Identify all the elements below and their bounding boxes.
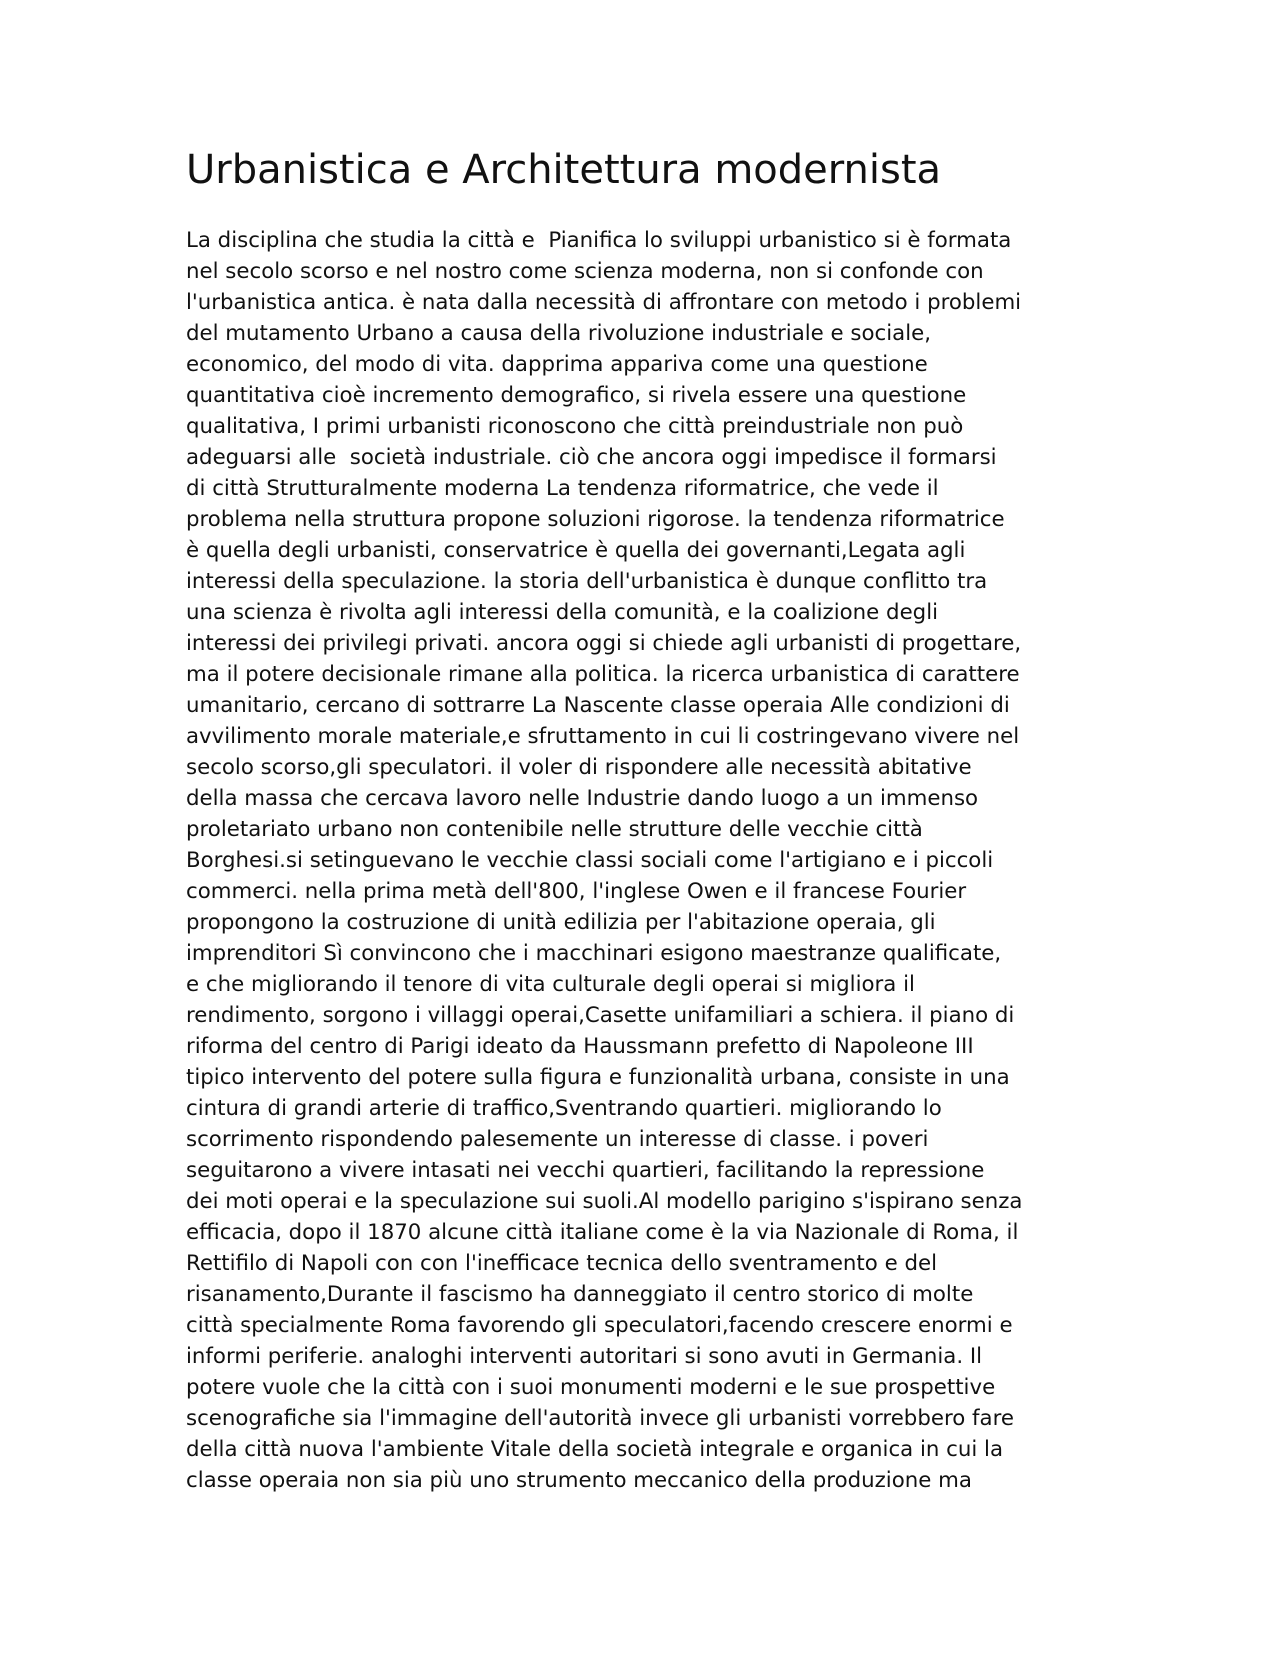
- paragraph-line: è quella degli urbanisti, conservatrice è quella dei governanti,Legata agli: [186, 538, 966, 563]
- paragraph-line: umanitario, cercano di sottrarre La Nascente classe operaia Alle condizioni di: [186, 693, 1010, 718]
- paragraph-line: e che migliorando il tenore di vita culturale degli operai si migliora il: [186, 972, 915, 997]
- paragraph-line: tipico intervento del potere sulla figura e funzionalità urbana, consiste in una: [186, 1065, 1010, 1090]
- body-paragraph: [186, 225, 1086, 1496]
- paragraph-line: Borghesi.si setinguevano le vecchie classi sociali come l'artigiano e i piccoli: [186, 848, 994, 873]
- paragraph-line: ma il potere decisionale rimane alla politica. la ricerca urbanistica di carattere: [186, 662, 1020, 687]
- paragraph-line: nel secolo scorso e nel nostro come scienza moderna, non si confonde con: [186, 259, 984, 284]
- paragraph-line: risanamento,Durante il fascismo ha danneggiato il centro storico di molte: [186, 1282, 974, 1307]
- paragraph-line: avvilimento morale materiale,e sfruttamento in cui li costringevano vivere nel: [186, 724, 1020, 749]
- paragraph-line: interessi della speculazione. la storia dell'urbanistica è dunque conflitto tra: [186, 569, 988, 594]
- paragraph-line: La disciplina che studia la città e Pianifica lo sviluppi urbanistico si è formata: [186, 228, 1012, 253]
- paragraph-line: dei moti operai e la speculazione sui suoli.Al modello parigino s'ispirano senza: [186, 1189, 1023, 1214]
- paragraph-line: seguitarono a vivere intasati nei vecchi quartieri, facilitando la repressione: [186, 1158, 985, 1183]
- paragraph-line: problema nella struttura propone soluzioni rigorose. la tendenza riformatrice: [186, 507, 1005, 532]
- paragraph-line: informi periferie. analoghi interventi autoritari si sono avuti in Germania. Il: [186, 1344, 983, 1369]
- paragraph-line: adeguarsi alle società industriale. ciò che ancora oggi impedisce il formarsi: [186, 445, 997, 470]
- paragraph-line: propongono la costruzione di unità edilizia per l'abitazione operaia, gli: [186, 910, 936, 935]
- paragraph-line: scenografiche sia l'immagine dell'autorità invece gli urbanisti vorrebbero fare: [186, 1406, 1014, 1431]
- paragraph-line: economico, del modo di vita. dapprima appariva come una questione: [186, 352, 928, 377]
- paragraph-line: cintura di grandi arterie di traffico,Sventrando quartieri. migliorando lo: [186, 1096, 942, 1121]
- page-title: Urbanistica e Architettura modernista: [186, 147, 942, 193]
- paragraph-line: riforma del centro di Parigi ideato da Haussmann prefetto di Napoleone III: [186, 1034, 974, 1059]
- paragraph-line: potere vuole che la città con i suoi monumenti moderni e le sue prospettive: [186, 1375, 996, 1400]
- paragraph-line: classe operaia non sia più uno strumento meccanico della produzione ma: [186, 1468, 972, 1493]
- paragraph-line: città specialmente Roma favorendo gli speculatori,facendo crescere enormi e: [186, 1313, 1013, 1338]
- paragraph-line: scorrimento rispondendo palesemente un interesse di classe. i poveri: [186, 1127, 929, 1152]
- paragraph-line: l'urbanistica antica. è nata dalla necessità di affrontare con metodo i problemi: [186, 290, 1022, 315]
- paragraph-line: imprenditori Sì convincono che i macchinari esigono maestranze qualificate,: [186, 941, 1002, 966]
- paragraph-line: della massa che cercava lavoro nelle Industrie dando luogo a un immenso: [186, 786, 979, 811]
- paragraph-line: del mutamento Urbano a causa della rivoluzione industriale e sociale,: [186, 321, 931, 346]
- paragraph-line: di città Strutturalmente moderna La tendenza riformatrice, che vede il: [186, 476, 939, 501]
- paragraph-line: secolo scorso,gli speculatori. il voler di rispondere alle necessità abitative: [186, 755, 972, 780]
- paragraph-line: rendimento, sorgono i villaggi operai,Casette unifamiliari a schiera. il piano di: [186, 1003, 1015, 1028]
- paragraph-line: commerci. nella prima metà dell'800, l'inglese Owen e il francese Fourier: [186, 879, 967, 904]
- paragraph-line: della città nuova l'ambiente Vitale della società integrale e organica in cui la: [186, 1437, 1004, 1462]
- paragraph-line: Rettifilo di Napoli con con l'inefficace tecnica dello sventramento e del: [186, 1251, 937, 1276]
- paragraph-line: proletariato urbano non contenibile nelle strutture delle vecchie città: [186, 817, 923, 842]
- paragraph-line: interessi dei privilegi privati. ancora oggi si chiede agli urbanisti di progettare,: [186, 631, 1022, 656]
- paragraph-line: quantitativa cioè incremento demografico, si rivela essere una questione: [186, 383, 967, 408]
- paragraph-line: una scienza è rivolta agli interessi della comunità, e la coalizione degli: [186, 600, 939, 625]
- paragraph-line: efficacia, dopo il 1870 alcune città italiane come è la via Nazionale di Roma, il: [186, 1220, 1019, 1245]
- paragraph-line: qualitativa, I primi urbanisti riconoscono che città preindustriale non può: [186, 414, 964, 439]
